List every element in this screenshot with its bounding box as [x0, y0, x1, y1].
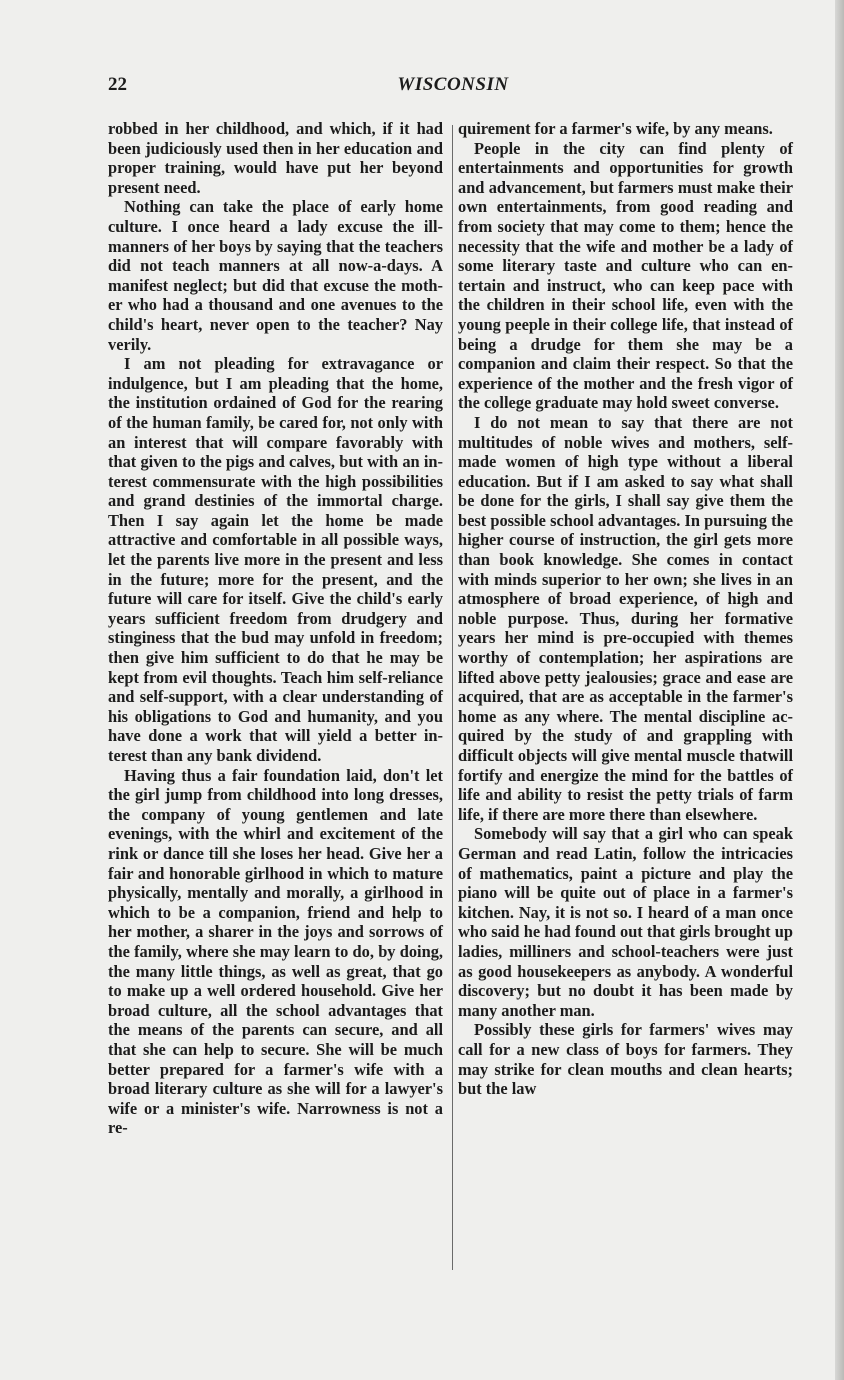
paragraph: People in the city can find plenty of entertainments and opportunities for growth and advancement, but farmers must make their own entertainments, from good reading and from society that may come to them; hence the necessity that the wife and mother be a lady of some literary taste and culture who can entertain and instruct, who can keep pace with the children in their school life, even with the young peeple in their college life, that instead of being a drudge for them she may be a companion and claim their respect. So that the experience of the mother and the fresh vigor of the college graduate may hold sweet converse. [458, 138, 793, 413]
column-divider [452, 125, 453, 1270]
page-number: 22 [108, 74, 127, 95]
page-header [108, 74, 798, 102]
paragraph: I do not mean to say that there are not multitudes of noble wives and mothers, self-made women of high type without a liberal education. But if I am asked to say what shall be done for the girls, I shall say give them the best possible school advantages. In pursuing the higher course of instruction, the girl gets more than book knowledge. She comes in contact with minds superior to her own; she lives in an atmosphere of broad experience, of high and noble purpose. Thus, during her formative years her mind is pre-occupied with themes worthy of contemplation; her aspirations are lifted above petty jealousies; grace and ease are acquired, that are as acceptable in the farmer's home as any where. The mental discipline acquired by the study of and grappling with difficult objects will give mental muscle thatwill fortify and energize the mind for the battles of life and ability to resist the petty trials of farm life, if there are more there than elsewhere. [458, 412, 793, 824]
paragraph: Nothing can take the place of early home culture. I once heard a lady excuse the ill-manners of her boys by saying that the teachers did not teach manners at all now-a-days. A manifest neglect; but did that excuse the mother who had a thousand and one avenues to the child's heart, never open to the teacher? Nay verily. [108, 197, 443, 354]
page-edge [835, 0, 844, 1380]
right-column [458, 119, 793, 1099]
paragraph: robbed in her childhood, and which, if it had been judiciously used then in her education and proper training, would have put her beyond present need. [108, 119, 443, 197]
paragraph: quirement for a farmer's wife, by any means. [458, 119, 773, 138]
running-title: WISCONSIN [397, 74, 509, 95]
paragraph: Possibly these girls for farmers' wives may call for a new class of boys for farmers. They may strike for clean mouths and clean hearts; but the law [458, 1020, 793, 1099]
paragraph: Somebody will say that a girl who can speak German and read Latin, follow the intricacies of mathematics, paint a picture and play the piano will be quite out of place in a farmer's kitchen. Nay, it is not so. I heard of a man once who said he had found out that girls brought up ladies, milliners and school-teachers were just as good housekeepers as anybody. A wonderful discovery; but no doubt it has been made by many another man. [458, 824, 793, 1020]
left-column [108, 119, 443, 1138]
paragraph: Having thus a fair foundation laid, don't let the girl jump from childhood into long dresses, the company of young gentlemen and late evenings, with the whirl and excitement of the rink or dance till she loses her head. Give her a fair and honorable girlhood in which to mature physically, mentally and morally, a girlhood in which to be a companion, friend and help to her mother, a sharer in the joys and sorrows of the family, where she may learn to do, by doing, the many little things, as well as great, that go to make up a well ordered household. Give her broad culture, all the school advantages that the means of the parents can secure, and all that she can help to secure. She will be much better prepared for a farmer's wife with a broad literary culture as she will for a lawyer's wife or a minister's wife. Narrowness is not a re- [108, 765, 443, 1138]
paragraph: I am not pleading for extravagance or indulgence, but I am pleading that the home, the institution ordained of God for the rearing of the human family, be cared for, not only with an interest that will compare favorably with that given to the pigs and calves, but with an interest commensurate with the high possibilities and grand destinies of the immortal charge. Then I say again let the home be made attractive and comfortable in all possible ways, let the parents live more in the present and less in the future; more for the present, and the future will care for itself. Give the child's early years sufficient freedom from drudgery and stinginess that the bud may unfold in freedom; then give him sufficient to do that he may be kept from evil thoughts. Teach him self-reliance and self-support, with a clear understanding of his obligations to God and humanity, and you have done a work that will yield a better interest than any bank dividend. [108, 354, 443, 765]
